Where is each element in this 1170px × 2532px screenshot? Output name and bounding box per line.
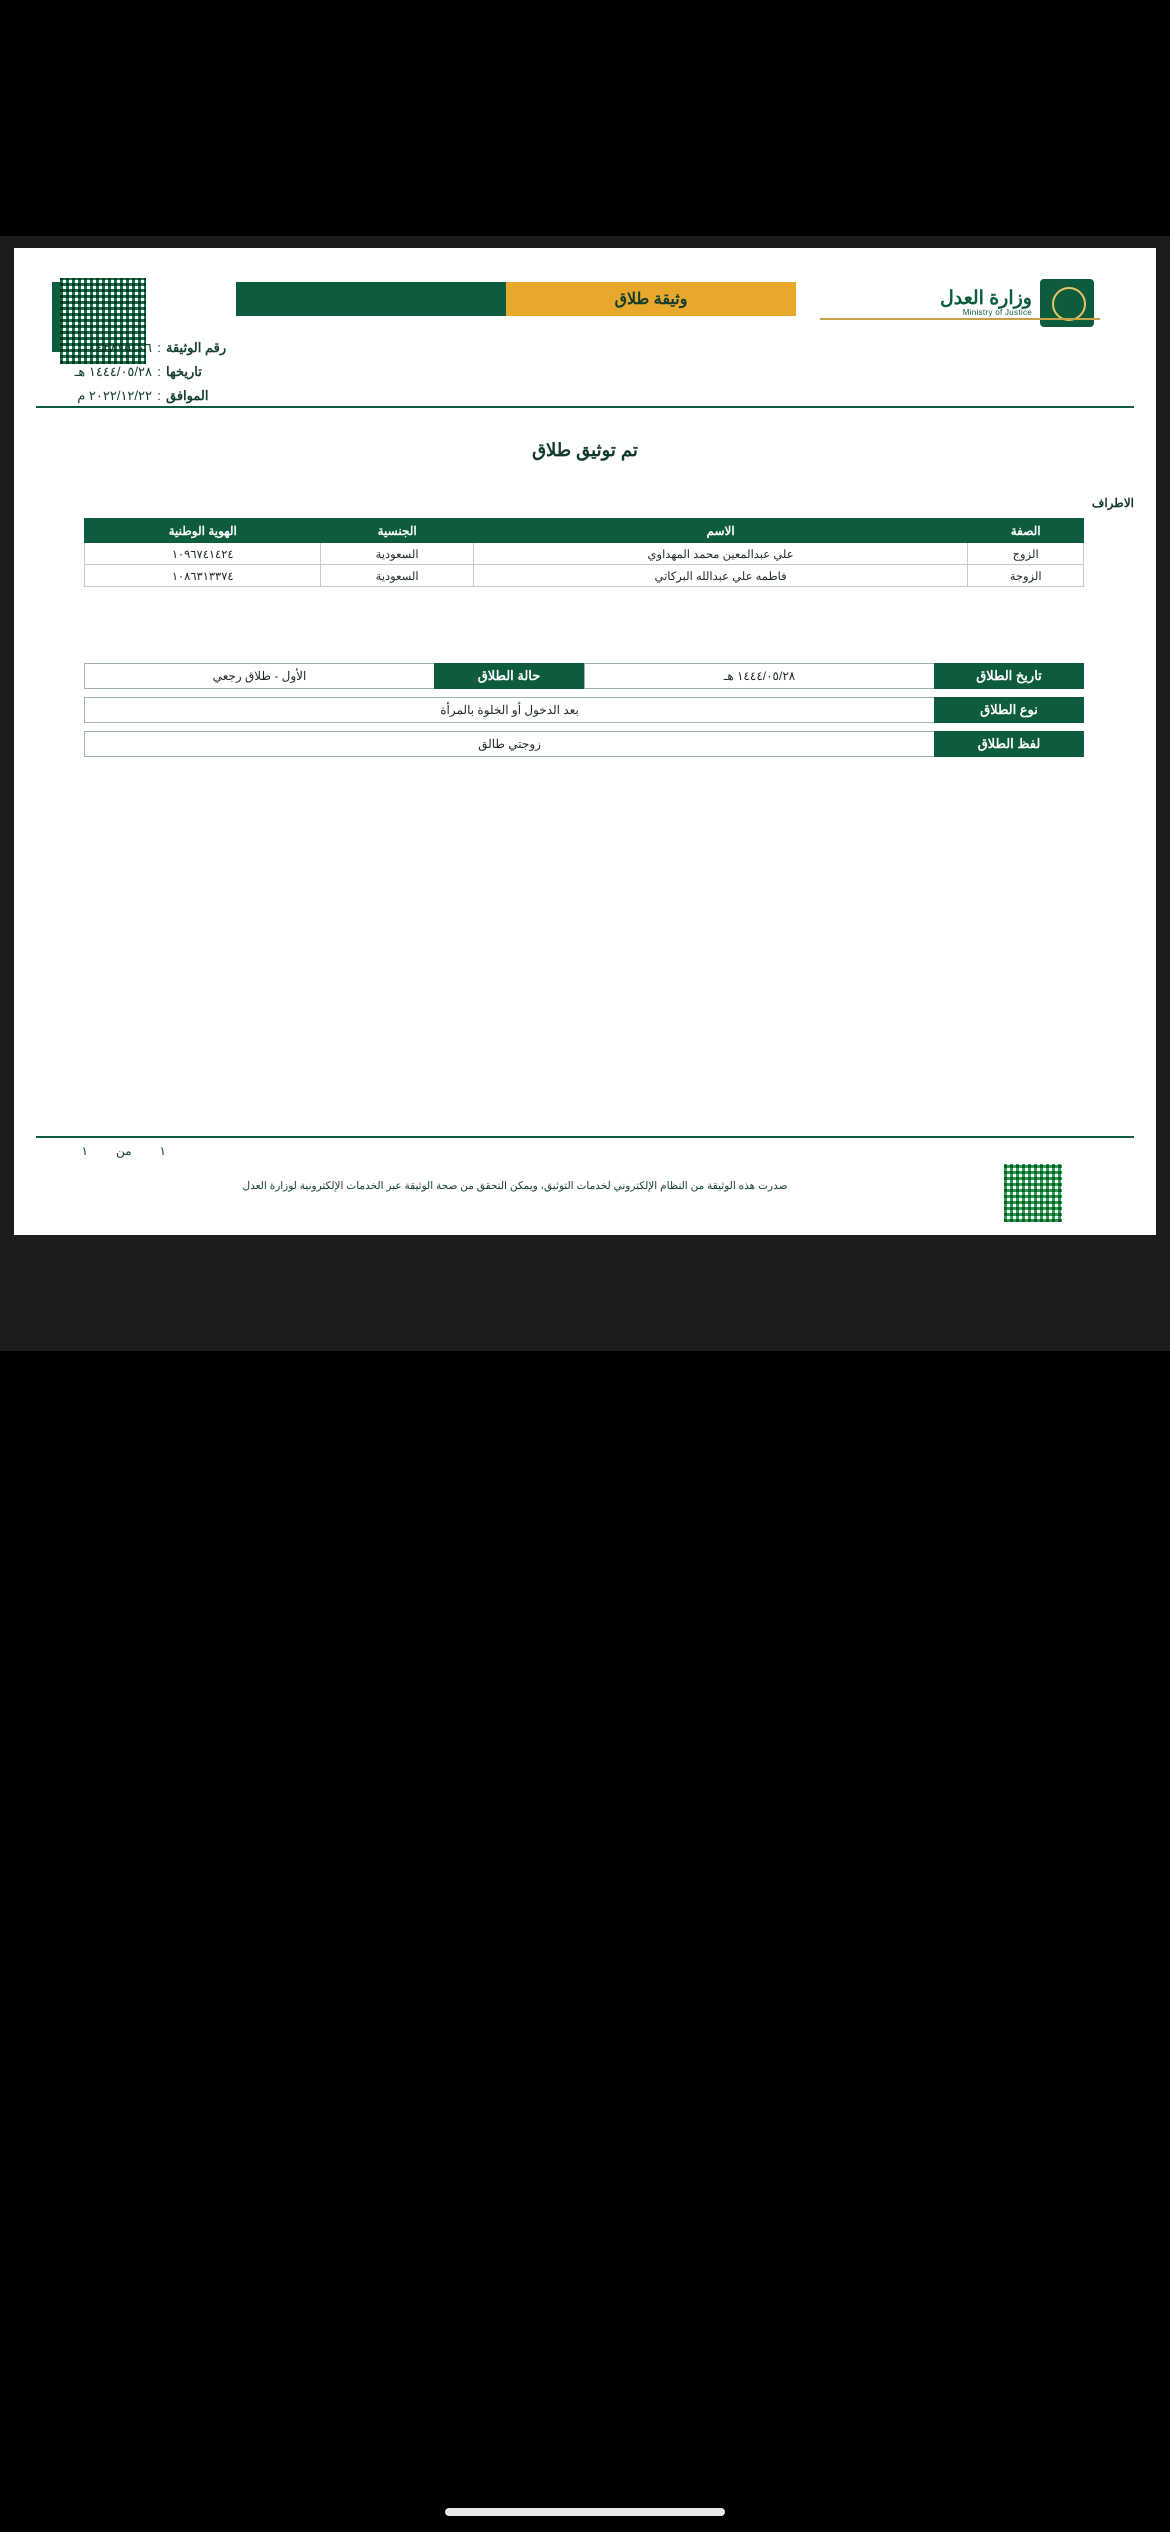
cell-national-id: ١٠٨٦٣١٣٣٧٤	[85, 565, 321, 587]
meta-row	[14, 360, 276, 384]
value-divorce-type: بعد الدخول أو الخلوة بالمرأة	[84, 697, 934, 723]
page-number	[36, 1144, 236, 1158]
cell-capacity: الزوجة	[968, 565, 1084, 587]
parties-table	[84, 518, 1084, 587]
divorce-details	[84, 663, 1084, 765]
divorce-type-row	[84, 697, 1084, 723]
table-row	[85, 543, 1084, 565]
cell-national-id: ١٠٩٦٧٤١٤٢٤	[85, 543, 321, 565]
logo-underline	[820, 318, 1100, 320]
value-divorce-wording: زوجتي طالق	[84, 731, 934, 757]
page-current: ١	[159, 1144, 166, 1158]
meta-row	[14, 384, 276, 408]
meta-label: الموافق	[166, 388, 209, 404]
meta-value: ١٤٤٤/٠٥/٢٨ هـ	[74, 364, 152, 380]
ministry-name-en: Ministry of Justice	[962, 307, 1032, 317]
header-divider	[36, 406, 1134, 408]
ministry-logo	[824, 272, 1094, 334]
label-divorce-date: تاريخ الطلاق	[934, 663, 1084, 689]
document-page[interactable]	[14, 248, 1156, 1235]
footer-divider	[36, 1136, 1134, 1138]
document-title-bar: وثيقة طلاق	[506, 282, 796, 316]
parties-section-label: الاطراف	[1091, 496, 1134, 510]
value-divorce-date: ١٤٤٤/٠٥/٢٨ هـ	[584, 663, 934, 689]
page-title: تم توثيق طلاق	[532, 440, 638, 460]
footer-qr-code-icon[interactable]	[1004, 1164, 1062, 1222]
page-total: ١	[81, 1144, 88, 1158]
table-header-row	[85, 519, 1084, 543]
meta-colon: :	[157, 388, 161, 404]
table-row	[85, 565, 1084, 587]
cell-name: فاطمه علي عبدالله البركاتي	[473, 565, 967, 587]
meta-value: ٤٤٢٨٧٥٤٠٦	[89, 340, 152, 355]
label-divorce-status: حالة الطلاق	[434, 663, 584, 689]
divorce-date-row	[84, 663, 1084, 689]
cell-nationality: السعودية	[321, 565, 473, 587]
meta-value: ٢٠٢٢/١٢/٢٢ م	[77, 388, 152, 404]
footer-note: صدرت هذه الوثيقة من النظام الإلكتروني لخدمات التوثيق، ويمكن التحقق من صحة الوثيقة عبر الخدمات الإلكترونية لوزارة العدل	[242, 1180, 788, 1192]
document-meta	[14, 336, 1156, 408]
meta-label: رقم الوثيقة	[166, 340, 227, 355]
column-header-national-id: الهوية الوطنية	[85, 519, 321, 543]
cell-name: علي عبدالمعين محمد المهداوي	[473, 543, 967, 565]
meta-label: تاريخها	[166, 364, 202, 380]
document-header	[14, 278, 1156, 338]
label-divorce-type: نوع الطلاق	[934, 697, 1084, 723]
page-of-label: من	[115, 1144, 132, 1158]
cell-nationality: السعودية	[321, 543, 473, 565]
ministry-name-ar: وزارة العدل	[939, 287, 1032, 309]
divorce-wording-row	[84, 731, 1084, 757]
value-divorce-status: الأول - طلاق رجعي	[84, 663, 434, 689]
label-divorce-wording: لفظ الطلاق	[934, 731, 1084, 757]
cell-capacity: الزوج	[968, 543, 1084, 565]
home-indicator[interactable]	[445, 2508, 725, 2516]
column-header-name: الاسم	[473, 519, 967, 543]
meta-colon: :	[157, 364, 161, 380]
column-header-nationality: الجنسية	[321, 519, 473, 543]
meta-colon: :	[157, 340, 161, 355]
meta-row	[14, 336, 276, 360]
column-header-capacity: الصفة	[968, 519, 1084, 543]
